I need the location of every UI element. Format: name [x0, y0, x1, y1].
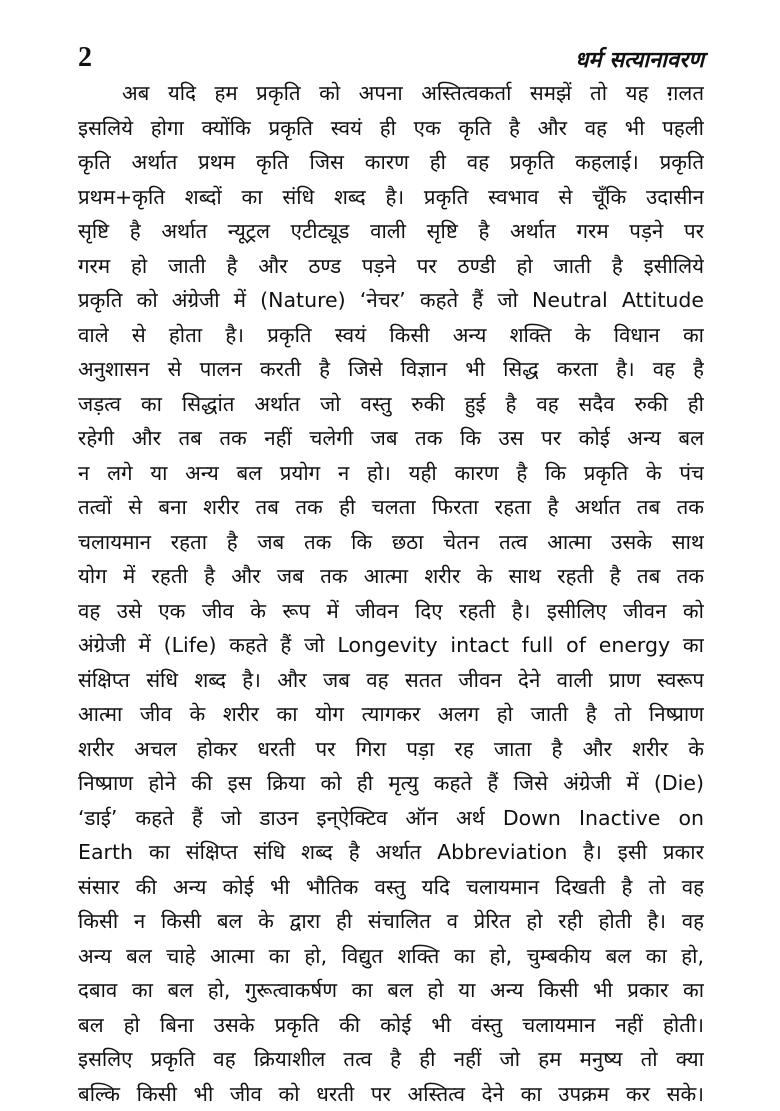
page-number: 2	[78, 44, 92, 72]
text-line: संसार की अन्य कोई भी भौतिक वस्तु यदि चलायमान दिखती है तो वह	[78, 870, 704, 905]
text-line: तत्वों से बना शरीर तब तक ही चलता फिरता रहता है अर्थात तब तक	[78, 490, 704, 525]
text-line: सृष्टि है अर्थात न्यूट्रल एटीट्यूड वाली सृष्टि है अर्थात गरम पड़ने पर	[78, 214, 704, 249]
running-head	[78, 28, 704, 72]
text-line: जड़त्व का सिद्धांत अर्थात जो वस्तु रुकी हुई है वह सदैव रुकी ही	[78, 387, 704, 422]
text-line: बल्कि किसी भी जीव को धरती पर अस्तित्व देने का उपक्रम कर सके।	[78, 1077, 704, 1111]
text-line: बल हो बिना उसके प्रकृति की कोई भी वंस्तु चलायमान नहीं होती।	[78, 1008, 704, 1043]
text-line: चलायमान रहता है जब तक कि छठा चेतन तत्व आत्मा उसके साथ	[78, 525, 704, 560]
text-line: वाले से होता है। प्रकृति स्वयं किसी अन्य शक्ति के विधान का	[78, 318, 704, 353]
text-line: अन्य बल चाहे आत्मा का हो, विद्युत शक्ति का हो, चुम्बकीय बल का हो,	[78, 939, 704, 974]
text-line: अंग्रेजी में (Life) कहते हैं जो Longevity intact full of energy का	[78, 628, 704, 663]
text-line: संक्षिप्त संधि शब्द है। और जब वह सतत जीवन देने वाली प्राण स्वरूप	[78, 663, 704, 698]
text-line: निष्प्राण होने की इस क्रिया को ही मृत्यु कहते हैं जिसे अंग्रेजी में (Die)	[78, 766, 704, 801]
text-line: आत्मा जीव के शरीर का योग त्यागकर अलग हो जाती है तो निष्प्राण	[78, 697, 704, 732]
body-paragraph	[78, 76, 704, 1111]
text-line: प्रकृति को अंग्रेजी में (Nature) ‘नेचर’ कहते हैं जो Neutral Attitude	[78, 283, 704, 318]
text-line: शरीर अचल होकर धरती पर गिरा पड़ा रह जाता है और शरीर के	[78, 732, 704, 767]
text-line: किसी न किसी बल के द्वारा ही संचालित व प्रेरित हो रही होती है। वह	[78, 904, 704, 939]
text-line: योग में रहती है और जब तक आत्मा शरीर के साथ रहती है तब तक	[78, 559, 704, 594]
text-line: प्रथम+कृति शब्दों का संधि शब्द है। प्रकृति स्वभाव से चूँकि उदासीन	[78, 180, 704, 215]
text-line: वह उसे एक जीव के रूप में जीवन दिए रहती है। इसीलिए जीवन को	[78, 594, 704, 629]
text-line: Earth का संक्षिप्त संधि शब्द है अर्थात Abbreviation है। इसी प्रकार	[78, 835, 704, 870]
text-line: रहेगी और तब तक नहीं चलेगी जब तक कि उस पर कोई अन्य बल	[78, 421, 704, 456]
text-line: अब यदि हम प्रकृति को अपना अस्तित्वकर्ता समझें तो यह ग़लत	[78, 76, 704, 111]
text-line: गरम हो जाती है और ठण्ड पड़ने पर ठण्डी हो जाती है इसीलिये	[78, 249, 704, 284]
text-line: दबाव का बल हो, गुरूत्वाकर्षण का बल हो या अन्य किसी भी प्रकार का	[78, 973, 704, 1008]
book-title: धर्म सत्यानावरण	[575, 50, 704, 72]
text-line: ‘डाई’ कहते हैं जो डाउन इन्ऐक्टिव ऑन अर्थ Down Inactive on	[78, 801, 704, 836]
text-line: इसलिये होगा क्योंकि प्रकृति स्वयं ही एक कृति है और वह भी पहली	[78, 111, 704, 146]
text-line: कृति अर्थात प्रथम कृति जिस कारण ही वह प्रकृति कहलाई। प्रकृति	[78, 145, 704, 180]
text-line: अनुशासन से पालन करती है जिसे विज्ञान भी सिद्ध करता है। वह है	[78, 352, 704, 387]
text-line: इसलिए प्रकृति वह क्रियाशील तत्व है ही नहीं जो हम मनुष्य तो क्या	[78, 1042, 704, 1077]
text-line: न लगे या अन्य बल प्रयोग न हो। यही कारण है कि प्रकृति के पंच	[78, 456, 704, 491]
